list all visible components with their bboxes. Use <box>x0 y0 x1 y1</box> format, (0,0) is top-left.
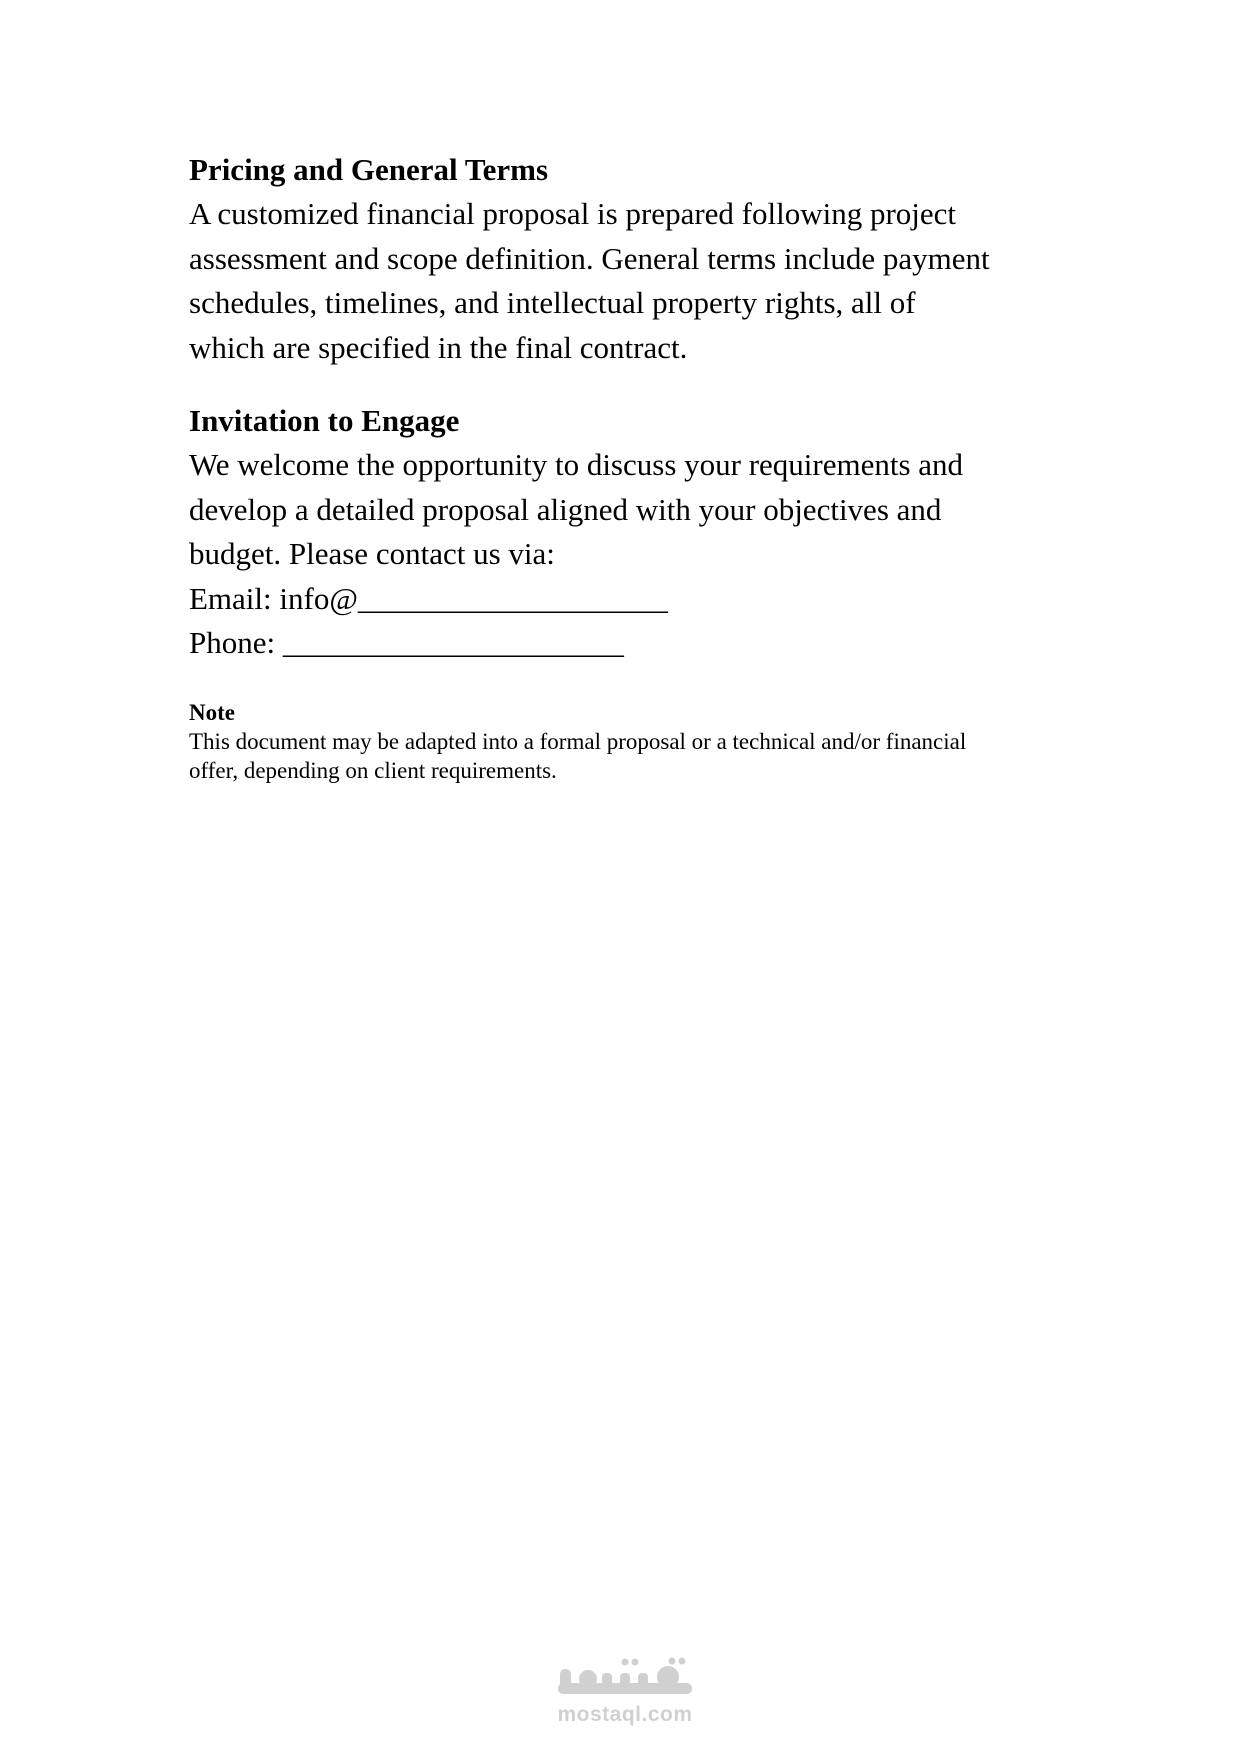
paragraph-line: budget. Please contact us via: <box>189 536 555 571</box>
watermark-site-text: mostaql.com <box>557 1703 693 1726</box>
note-heading: Note <box>189 700 235 725</box>
pricing-section <box>189 148 1069 370</box>
paragraph-line: develop a detailed proposal aligned with your objectives and <box>189 491 942 527</box>
pricing-paragraph <box>189 192 1069 370</box>
section-heading-pricing: Pricing and General Terms <box>189 152 549 187</box>
paragraph-line: We welcome the opportunity to discuss your requirements and <box>189 447 964 482</box>
note-section <box>189 698 1069 785</box>
note-line: offer, depending on client requirements. <box>189 758 557 783</box>
paragraph-line: schedules, timelines, and intellectual property rights, all of <box>189 285 916 320</box>
paragraph-line: which are specified in the final contract. <box>189 329 688 365</box>
mostaql-watermark <box>540 1655 710 1737</box>
mostaql-logo-icon <box>550 1655 700 1703</box>
contact-phone-line: Phone: ______________________ <box>189 625 624 660</box>
invitation-section <box>189 399 1069 666</box>
note-line: This document may be adapted into a formal proposal or a technical and/or financial <box>189 729 967 754</box>
invitation-paragraph <box>189 443 1069 666</box>
contact-email-line: Email: info@____________________ <box>189 580 668 616</box>
paragraph-line: A customized financial proposal is prepared following project <box>189 196 957 231</box>
paragraph-line: assessment and scope definition. General terms include payment <box>189 240 990 276</box>
section-heading-invitation: Invitation to Engage <box>189 403 460 438</box>
note-paragraph <box>189 727 1069 785</box>
